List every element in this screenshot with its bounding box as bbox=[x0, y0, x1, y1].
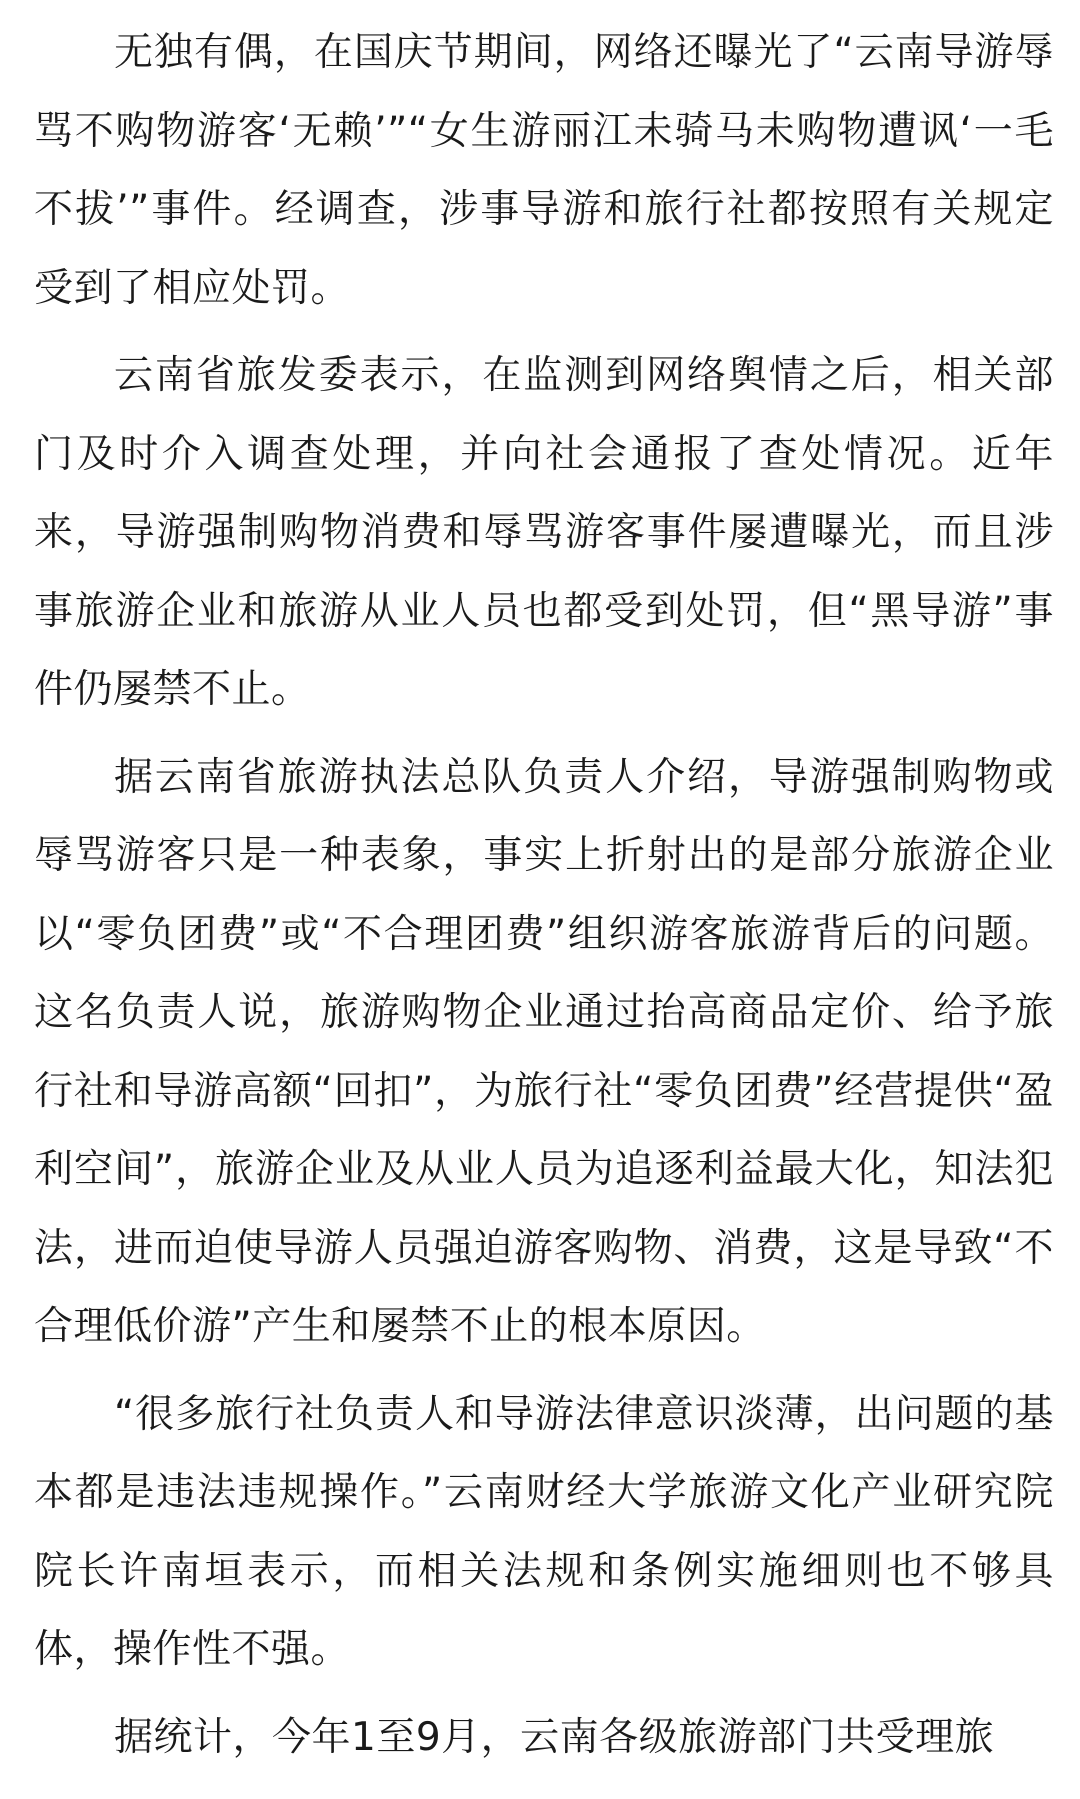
paragraph-1: 无独有偶，在国庆节期间，网络还曝光了“云南导游辱骂不购物游客‘无赖’”“女生游丽江未骑马未购物遭讽‘一毛不拔’”事件。经调查，涉事导游和旅行社都按照有关规定受到了相应处罚。 bbox=[34, 30, 1054, 311]
paragraph-2: 云南省旅发委表示，在监测到网络舆情之后，相关部门及时介入调查处理，并向社会通报了查处情况。近年来，导游强制购物消费和辱骂游客事件屡遭曝光，而且涉事旅游企业和旅游从业人员也都受到处罚，但“黑导游”事件仍屡禁不止。 bbox=[34, 353, 1054, 712]
paragraph-3: 据云南省旅游执法总队负责人介绍，导游强制购物或辱骂游客只是一种表象，事实上折射出的是部分旅游企业以“零负团费”或“不合理团费”组织游客旅游背后的问题。这名负责人说，旅游购物企业通过抬高商品定价、给予旅行社和导游高额“回扣”，为旅行社“零负团费”经营提供“盈利空间”，旅游企业及从业人员为追逐利益最大化，知法犯法，进而迫使导游人员强迫游客购物、消费，这是导致“不合理低价游”产生和屡禁不止的根本原因。 bbox=[34, 754, 1054, 1349]
paragraph-4: “很多旅行社负责人和导游法律意识淡薄，出问题的基本都是违法违规操作。”云南财经大学旅游文化产业研究院院长许南垣表示，而相关法规和条例实施细则也不够具体，操作性不强。 bbox=[34, 1391, 1054, 1672]
article-body bbox=[34, 14, 1054, 1777]
paragraph-5: 据统计，今年1至9月，云南各级旅游部门共受理旅 bbox=[114, 1714, 995, 1760]
